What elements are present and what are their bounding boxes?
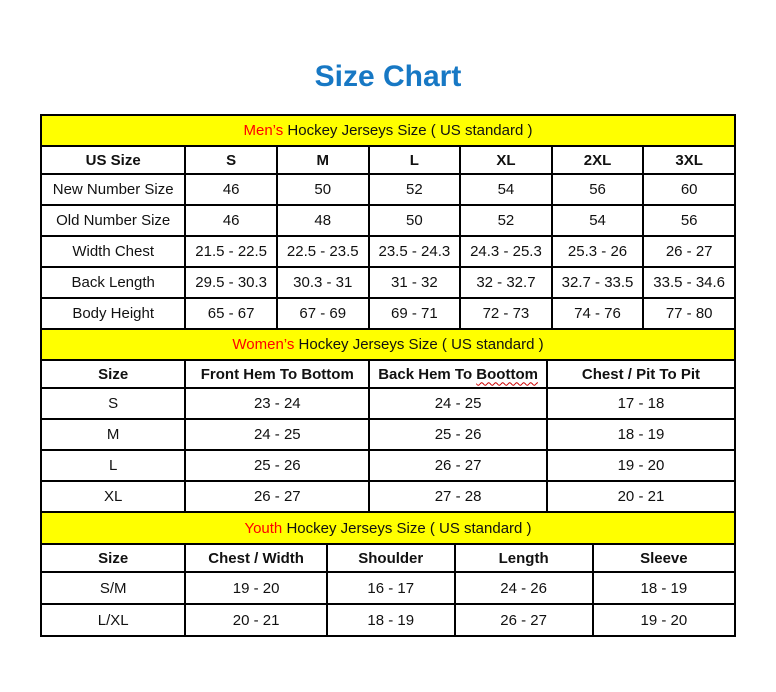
table-cell: 65 - 67	[185, 298, 277, 329]
table-row	[41, 236, 735, 267]
column-header: S	[185, 146, 277, 174]
column-header: 3XL	[643, 146, 735, 174]
table-cell: 52	[369, 174, 461, 205]
table-cell: 18 - 19	[547, 419, 735, 450]
table-cell: 32.7 - 33.5	[552, 267, 644, 298]
row-label: Body Height	[41, 298, 185, 329]
womens-size-table	[40, 328, 736, 513]
table-cell: 19 - 20	[547, 450, 735, 481]
size-chart	[40, 114, 736, 637]
column-header: Size	[41, 360, 185, 388]
row-label: Back Length	[41, 267, 185, 298]
table-cell: 29.5 - 30.3	[185, 267, 277, 298]
table-row	[41, 572, 735, 604]
column-header: 2XL	[552, 146, 644, 174]
table-cell: 25 - 26	[185, 450, 369, 481]
row-label: S/M	[41, 572, 185, 604]
column-header: Front Hem To Bottom	[185, 360, 369, 388]
row-label: L	[41, 450, 185, 481]
column-header: Sleeve	[593, 544, 735, 572]
youth-title-text: Hockey Jerseys Size ( US standard )	[282, 519, 532, 537]
column-header: Shoulder	[327, 544, 455, 572]
table-cell: 16 - 17	[327, 572, 455, 604]
table-cell: 48	[277, 205, 369, 236]
table-cell: 21.5 - 22.5	[185, 236, 277, 267]
table-cell: 20 - 21	[185, 604, 327, 636]
table-row	[41, 419, 735, 450]
table-cell: 56	[643, 205, 735, 236]
table-cell: 20 - 21	[547, 481, 735, 512]
column-header: M	[277, 146, 369, 174]
table-row	[41, 388, 735, 419]
table-row	[41, 450, 735, 481]
table-cell: 22.5 - 23.5	[277, 236, 369, 267]
table-cell: 26 - 27	[455, 604, 593, 636]
table-cell: 46	[185, 205, 277, 236]
womens-title-highlight: Women’s	[232, 336, 295, 353]
table-cell: 60	[643, 174, 735, 205]
table-cell: 25 - 26	[369, 419, 547, 450]
row-label: M	[41, 419, 185, 450]
table-cell: 31 - 32	[369, 267, 461, 298]
youth-header-row	[41, 544, 735, 572]
row-label: L/XL	[41, 604, 185, 636]
table-cell: 26 - 27	[185, 481, 369, 512]
table-cell: 46	[185, 174, 277, 205]
column-header: XL	[460, 146, 552, 174]
section-title-row	[41, 115, 735, 146]
youth-section-title-bar	[41, 512, 735, 544]
table-cell: 24 - 25	[185, 419, 369, 450]
row-label: New Number Size	[41, 174, 185, 205]
row-label: S	[41, 388, 185, 419]
womens-header-row	[41, 360, 735, 388]
table-cell: 50	[369, 205, 461, 236]
table-cell: 26 - 27	[369, 450, 547, 481]
table-cell: 50	[277, 174, 369, 205]
table-cell: 24 - 25	[369, 388, 547, 419]
table-cell: 74 - 76	[552, 298, 644, 329]
column-header: L	[369, 146, 461, 174]
table-cell: 23.5 - 24.3	[369, 236, 461, 267]
table-row	[41, 298, 735, 329]
table-cell: 69 - 71	[369, 298, 461, 329]
table-cell: 23 - 24	[185, 388, 369, 419]
column-header: Chest / Pit To Pit	[547, 360, 735, 388]
table-cell: 24.3 - 25.3	[460, 236, 552, 267]
table-cell: 77 - 80	[643, 298, 735, 329]
table-cell: 54	[552, 205, 644, 236]
table-row	[41, 174, 735, 205]
table-cell: 25.3 - 26	[552, 236, 644, 267]
mens-header-row	[41, 146, 735, 174]
mens-section-title-bar	[41, 115, 735, 146]
section-title-row	[41, 329, 735, 360]
table-cell: 72 - 73	[460, 298, 552, 329]
column-header: US Size	[41, 146, 185, 174]
column-header	[369, 360, 547, 388]
table-cell: 18 - 19	[327, 604, 455, 636]
table-row	[41, 481, 735, 512]
table-cell: 56	[552, 174, 644, 205]
mens-title-highlight: Men’s	[243, 122, 284, 139]
table-cell: 17 - 18	[547, 388, 735, 419]
table-row	[41, 205, 735, 236]
column-header-text: Back Hem To	[378, 365, 477, 383]
table-cell: 19 - 20	[185, 572, 327, 604]
row-label: Width Chest	[41, 236, 185, 267]
table-cell: 67 - 69	[277, 298, 369, 329]
row-label: Old Number Size	[41, 205, 185, 236]
column-header: Length	[455, 544, 593, 572]
mens-size-table	[40, 114, 736, 330]
table-cell: 54	[460, 174, 552, 205]
youth-size-table	[40, 511, 736, 637]
column-header: Size	[41, 544, 185, 572]
table-row	[41, 267, 735, 298]
table-cell: 33.5 - 34.6	[643, 267, 735, 298]
section-title-row	[41, 512, 735, 544]
table-cell: 19 - 20	[593, 604, 735, 636]
table-cell: 18 - 19	[593, 572, 735, 604]
table-cell: 24 - 26	[455, 572, 593, 604]
youth-title-highlight: Youth	[244, 519, 283, 537]
page-title: Size Chart	[314, 60, 462, 93]
womens-title-text: Hockey Jerseys Size ( US standard )	[294, 336, 544, 353]
misspelled-word: Boottom	[476, 365, 538, 383]
column-header: Chest / Width	[185, 544, 327, 572]
table-row	[41, 604, 735, 636]
mens-title-text: Hockey Jerseys Size ( US standard )	[283, 122, 533, 139]
womens-section-title-bar	[41, 329, 735, 360]
table-cell: 32 - 32.7	[460, 267, 552, 298]
table-cell: 27 - 28	[369, 481, 547, 512]
table-cell: 26 - 27	[643, 236, 735, 267]
row-label: XL	[41, 481, 185, 512]
table-cell: 30.3 - 31	[277, 267, 369, 298]
table-cell: 52	[460, 205, 552, 236]
